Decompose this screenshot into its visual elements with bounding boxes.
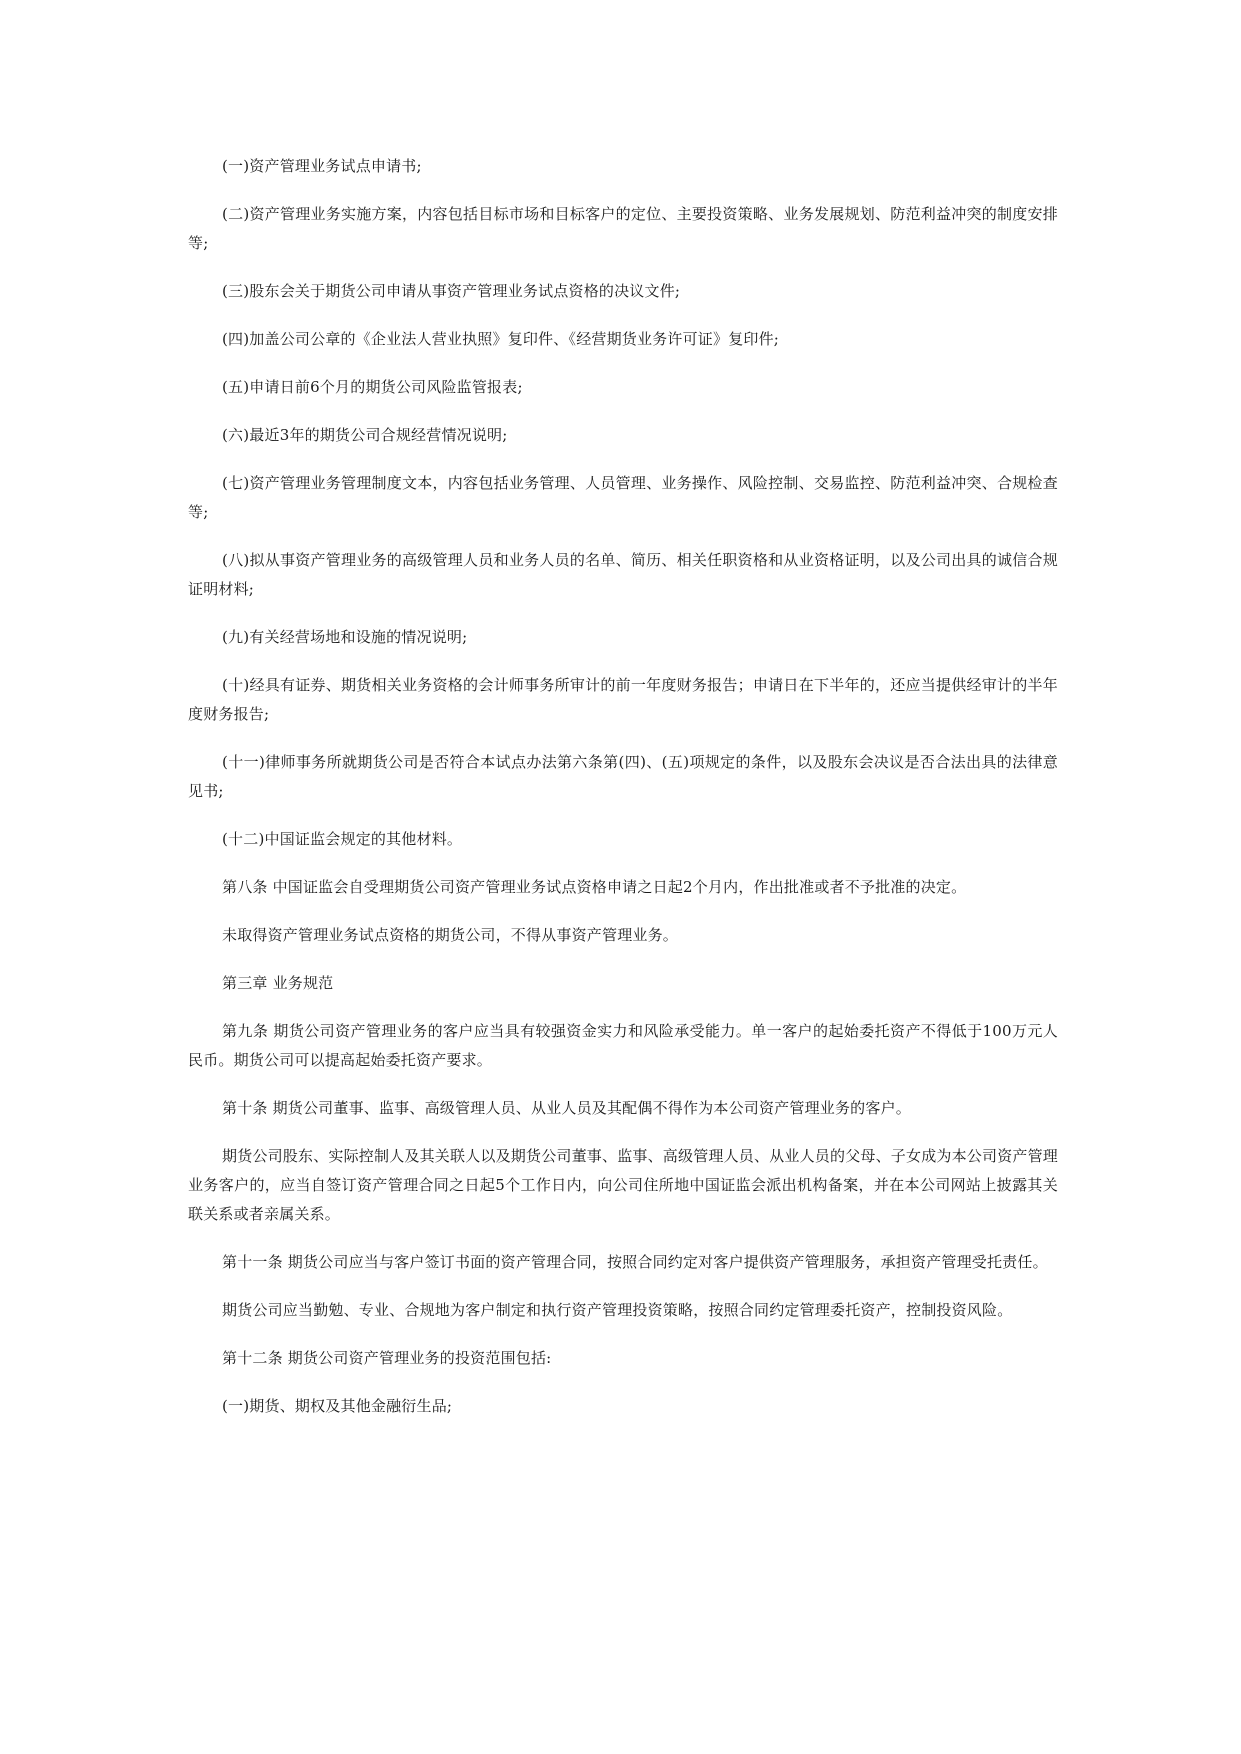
chapter-heading: 第三章 业务规范 [222, 974, 334, 992]
paragraph: (十)经具有证券、期货相关业务资格的会计师事务所审计的前一年度财务报告；申请日在下半年的，还应当提供经审计的半年度财务报告; [188, 676, 1058, 723]
paragraph: (十二)中国证监会规定的其他材料。 [222, 830, 463, 848]
paragraph: (四)加盖公司公章的《企业法人营业执照》复印件、《经营期货业务许可证》复印件; [222, 330, 780, 348]
paragraph: (二)资产管理业务实施方案，内容包括目标市场和目标客户的定位、主要投资策略、业务发展规划、防范利益冲突的制度安排等; [188, 205, 1058, 252]
paragraph: (三)股东会关于期货公司申请从事资产管理业务试点资格的决议文件; [222, 282, 681, 300]
paragraph: 未取得资产管理业务试点资格的期货公司，不得从事资产管理业务。 [222, 926, 679, 944]
paragraph: (七)资产管理业务管理制度文本，内容包括业务管理、人员管理、业务操作、风险控制、交易监控、防范利益冲突、合规检查等; [188, 474, 1058, 521]
paragraph: (十一)律师事务所就期货公司是否符合本试点办法第六条第(四)、(五)项规定的条件，以及股东会决议是否合法出具的法律意见书; [188, 753, 1058, 800]
article-paragraph: 第十二条 期货公司资产管理业务的投资范围包括: [222, 1349, 552, 1367]
paragraph: (六)最近3年的期货公司合规经营情况说明; [222, 426, 508, 444]
paragraph: (九)有关经营场地和设施的情况说明; [222, 628, 468, 646]
paragraph: 期货公司应当勤勉、专业、合规地为客户制定和执行资产管理投资策略，按照合同约定管理委托资产，控制投资风险。 [222, 1301, 1013, 1319]
article-paragraph: 第八条 中国证监会自受理期货公司资产管理业务试点资格申请之日起2个月内，作出批准或者不予批准的决定。 [222, 878, 967, 896]
article-paragraph: 第十条 期货公司董事、监事、高级管理人员、从业人员及其配偶不得作为本公司资产管理业务的客户。 [222, 1099, 911, 1117]
article-paragraph: 第十一条 期货公司应当与客户签订书面的资产管理合同，按照合同约定对客户提供资产管理服务，承担资产管理受托责任。 [222, 1253, 1048, 1271]
paragraph: (一)资产管理业务试点申请书; [222, 157, 422, 175]
paragraph: (一)期货、期权及其他金融衍生品; [222, 1397, 453, 1415]
paragraph: (八)拟从事资产管理业务的高级管理人员和业务人员的名单、简历、相关任职资格和从业资格证明，以及公司出具的诚信合规证明材料; [188, 551, 1058, 598]
document-body [188, 152, 1058, 1440]
paragraph: (五)申请日前6个月的期货公司风险监管报表; [222, 378, 523, 396]
paragraph: 期货公司股东、实际控制人及其关联人以及期货公司董事、监事、高级管理人员、从业人员的父母、子女成为本公司资产管理业务客户的，应当自签订资产管理合同之日起5个工作日内，向公司住所地中国证监会派出机构备案，并在本公司网站上披露其关联关系或者亲属关系。 [188, 1147, 1059, 1223]
article-paragraph: 第九条 期货公司资产管理业务的客户应当具有较强资金实力和风险承受能力。单一客户的起始委托资产不得低于100万元人民币。期货公司可以提高起始委托资产要求。 [188, 1022, 1058, 1069]
